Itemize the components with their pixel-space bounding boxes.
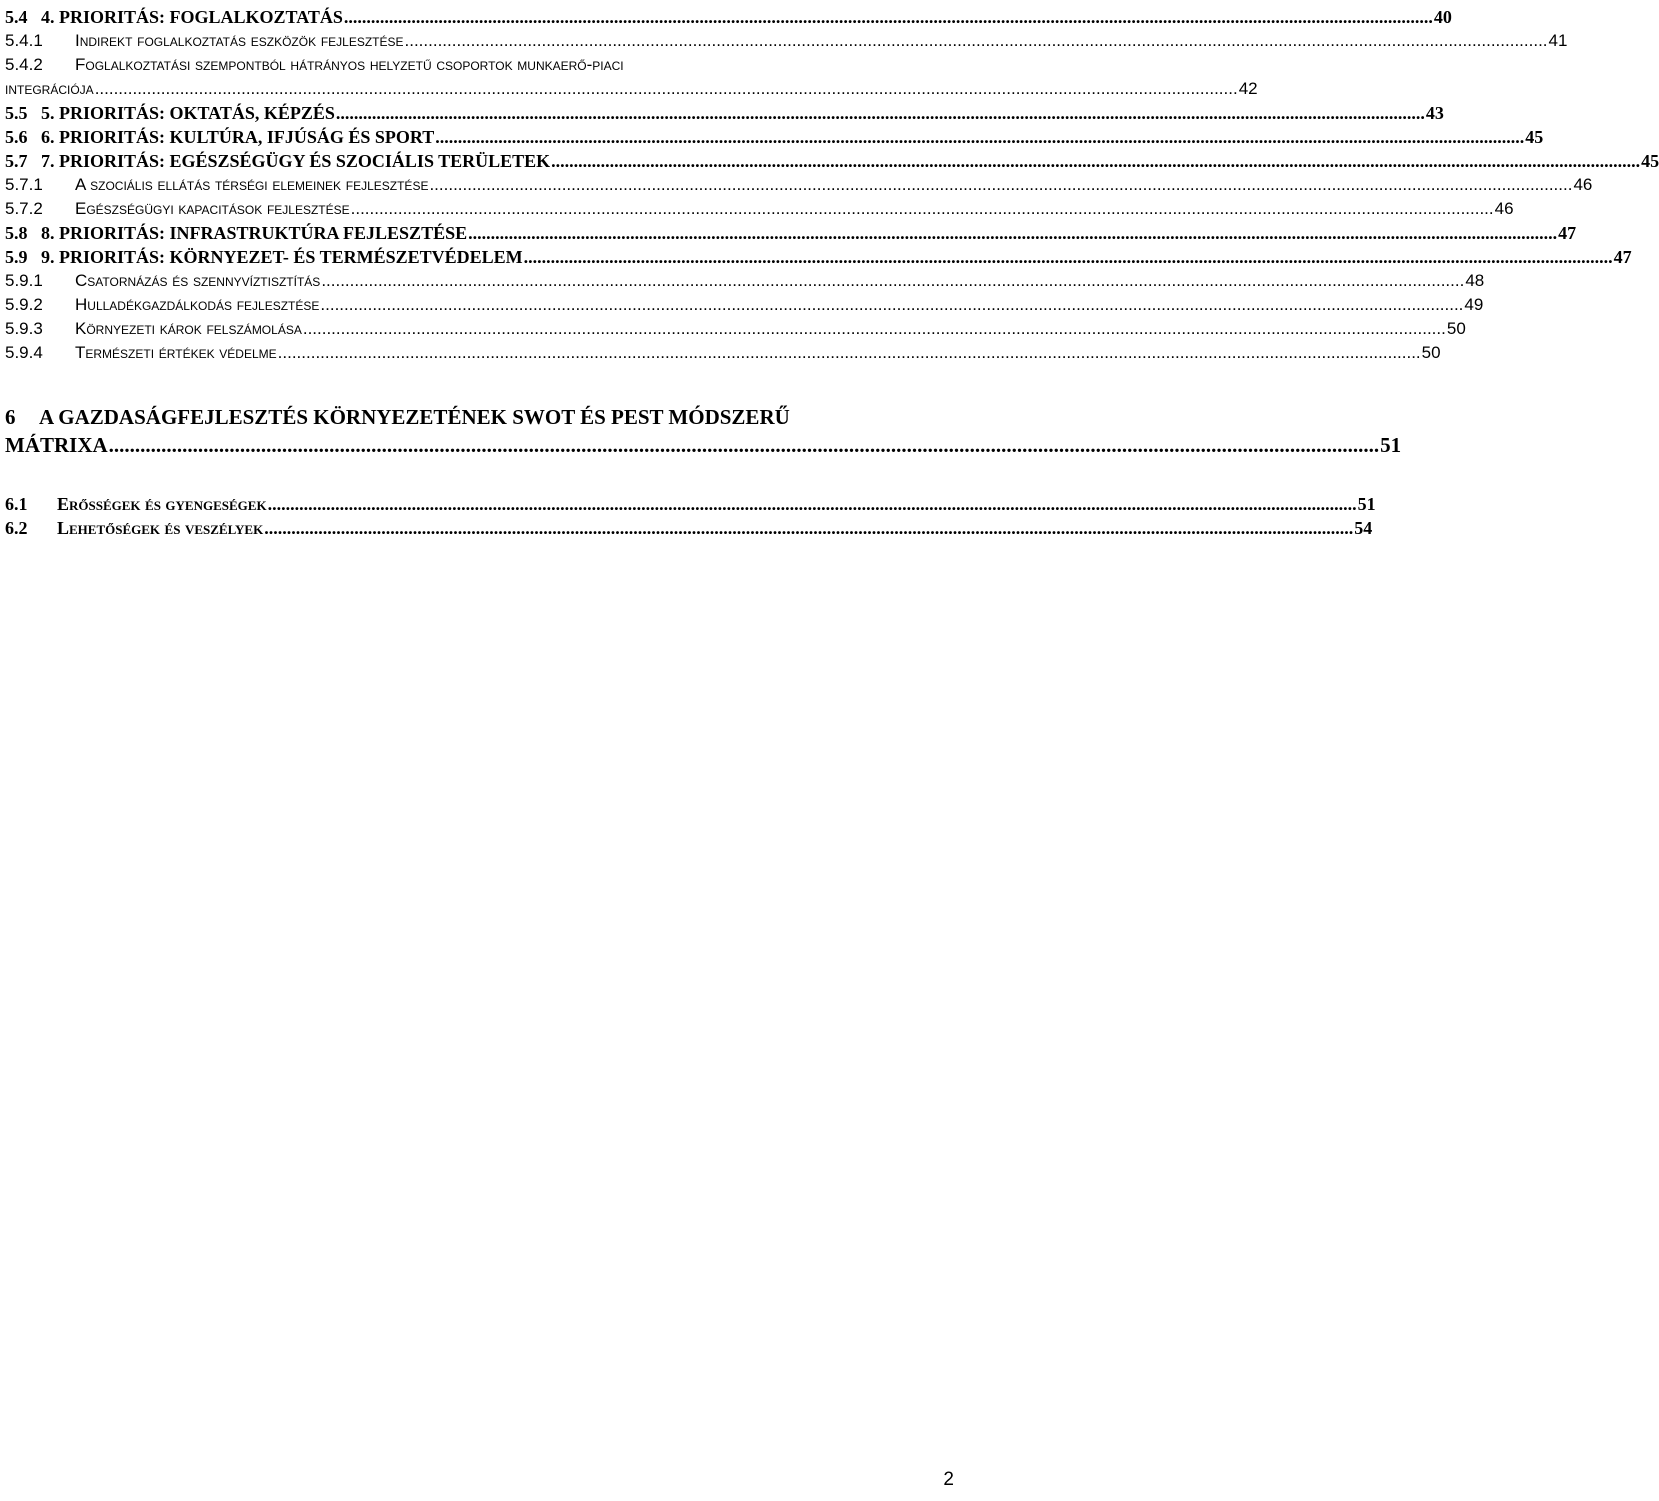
- toc-entry-page: 47: [1613, 247, 1632, 267]
- dot-leader: [405, 29, 1548, 53]
- toc-entry-5-9-2[interactable]: [5, 293, 1484, 317]
- dot-leader: [278, 341, 1421, 365]
- toc-entry-title: Erősségek és gyengeségek: [57, 494, 267, 514]
- toc-entry-page: 50: [1446, 319, 1466, 338]
- dot-leader: [468, 221, 1557, 245]
- dot-leader: [551, 149, 1640, 173]
- toc-entry-title: Indirekt foglalkoztatás eszközök fejlesztése: [75, 31, 404, 50]
- dot-leader: [344, 5, 1433, 29]
- toc-entry-title: Természeti értékek védelme: [75, 343, 277, 362]
- toc-entry-title: Környezeti károk felszámolása: [75, 319, 302, 338]
- toc-entry-5-6[interactable]: [5, 125, 1544, 149]
- toc-entry-number: 5.9.2: [5, 295, 43, 314]
- toc-entry-title: 4. PRIORITÁS: FOGLALKOZTATÁS: [41, 7, 343, 27]
- toc-entry-page: 54: [1354, 518, 1373, 538]
- toc-entry-page: 46: [1573, 175, 1593, 194]
- toc-entry-number: 5.4.1: [5, 31, 43, 50]
- toc-entry-title: Csatornázás és szennyvíztisztítás: [75, 271, 321, 290]
- toc-entry-number: 5.9.3: [5, 319, 43, 338]
- toc-entry-number: 5.6: [5, 127, 28, 147]
- toc-entry-number: 6: [5, 405, 16, 429]
- toc-entry-number: 5.8: [5, 223, 28, 243]
- dot-leader: [524, 245, 1613, 269]
- toc-entry-5-7-2[interactable]: [5, 197, 1514, 221]
- dot-leader: [320, 293, 1463, 317]
- toc-entry-title-line1: Foglalkoztatási szempontból hátrányos helyzetű csoportok munkaerő-piaci: [75, 55, 624, 74]
- dot-leader: [109, 431, 1380, 459]
- dot-leader: [264, 516, 1353, 540]
- dot-leader: [336, 101, 1425, 125]
- toc-entry-title: A szociális ellátás térségi elemeinek fejlesztése: [75, 175, 429, 194]
- toc-entry-number: 5.4.2: [5, 55, 43, 74]
- toc-entry-page: 50: [1421, 343, 1441, 362]
- toc-entry-number: 5.5: [5, 103, 28, 123]
- toc-entry-title: 7. PRIORITÁS: EGÉSZSÉGÜGY ÉS SZOCIÁLIS TERÜLETEK: [41, 151, 551, 171]
- toc-entry-5-9-3[interactable]: [5, 317, 1466, 341]
- table-of-contents: [5, 5, 1659, 540]
- toc-entry-title: Hulladékgazdálkodás fejlesztése: [75, 295, 320, 314]
- page-number: 2: [943, 1469, 954, 1490]
- toc-entry-title-line2: MÁTRIXA: [5, 433, 108, 457]
- toc-entry-5-4[interactable]: [5, 5, 1452, 29]
- toc-entry-5-9[interactable]: [5, 245, 1632, 269]
- dot-leader: [303, 317, 1446, 341]
- dot-leader: [321, 269, 1464, 293]
- toc-entry-page: 51: [1357, 494, 1376, 514]
- toc-entry-page: 45: [1641, 151, 1659, 171]
- toc-entry-6-2[interactable]: [5, 516, 1373, 540]
- toc-entry-title: 9. PRIORITÁS: KÖRNYEZET- ÉS TERMÉSZETVÉDELEM: [41, 247, 523, 267]
- toc-entry-number: 5.7.1: [5, 175, 43, 194]
- toc-entry-5-5[interactable]: [5, 101, 1444, 125]
- toc-entry-title: 5. PRIORITÁS: OKTATÁS, KÉPZÉS: [41, 103, 335, 123]
- toc-entry-title: 6. PRIORITÁS: KULTÚRA, IFJÚSÁG ÉS SPORT: [41, 127, 435, 147]
- toc-entry-5-4-1[interactable]: [5, 29, 1568, 53]
- toc-entry-number: 5.9: [5, 247, 28, 267]
- toc-entry-title: Lehetőségek és veszélyek: [57, 518, 264, 538]
- toc-entry-page: 51: [1380, 433, 1402, 457]
- toc-entry-5-9-4[interactable]: [5, 341, 1441, 365]
- toc-entry-page: 45: [1525, 127, 1544, 147]
- toc-entry-6-1[interactable]: [5, 492, 1376, 516]
- toc-entry-page: 41: [1548, 31, 1568, 50]
- toc-entry-page: 40: [1433, 7, 1452, 27]
- toc-entry-page: 47: [1558, 223, 1577, 243]
- toc-entry-page: 43: [1425, 103, 1444, 123]
- toc-entry-number: 6.1: [5, 494, 28, 514]
- dot-leader: [429, 173, 1572, 197]
- toc-entry-title-line1: A GAZDASÁGFEJLESZTÉS KÖRNYEZETÉNEK SWOT ÉS PEST MÓDSZERŰ: [39, 405, 790, 429]
- toc-entry-number: 5.9.4: [5, 343, 43, 362]
- toc-entry-number: 6.2: [5, 518, 28, 538]
- toc-entry-number: 5.4: [5, 7, 28, 27]
- toc-entry-5-9-1[interactable]: [5, 269, 1485, 293]
- toc-entry-page: 42: [1238, 79, 1258, 98]
- toc-entry-number: 5.7: [5, 151, 28, 171]
- toc-entry-page: 48: [1465, 271, 1485, 290]
- toc-entry-title-line2: integrációja: [5, 79, 94, 98]
- toc-entry-5-4-2[interactable]: [5, 53, 1258, 101]
- toc-entry-6[interactable]: [5, 403, 1402, 459]
- dot-leader: [351, 197, 1494, 221]
- toc-entry-title: Egészségügyi kapacitások fejlesztése: [75, 199, 350, 218]
- dot-leader: [435, 125, 1524, 149]
- dot-leader: [95, 77, 1238, 101]
- toc-entry-page: 49: [1464, 295, 1484, 314]
- toc-entry-page: 46: [1494, 199, 1514, 218]
- toc-entry-title: 8. PRIORITÁS: INFRASTRUKTÚRA FEJLESZTÉSE: [41, 223, 468, 243]
- toc-entry-5-7-1[interactable]: [5, 173, 1593, 197]
- toc-entry-5-8[interactable]: [5, 221, 1577, 245]
- dot-leader: [268, 492, 1357, 516]
- toc-entry-number: 5.7.2: [5, 199, 43, 218]
- toc-entry-5-7[interactable]: [5, 149, 1659, 173]
- toc-entry-number: 5.9.1: [5, 271, 43, 290]
